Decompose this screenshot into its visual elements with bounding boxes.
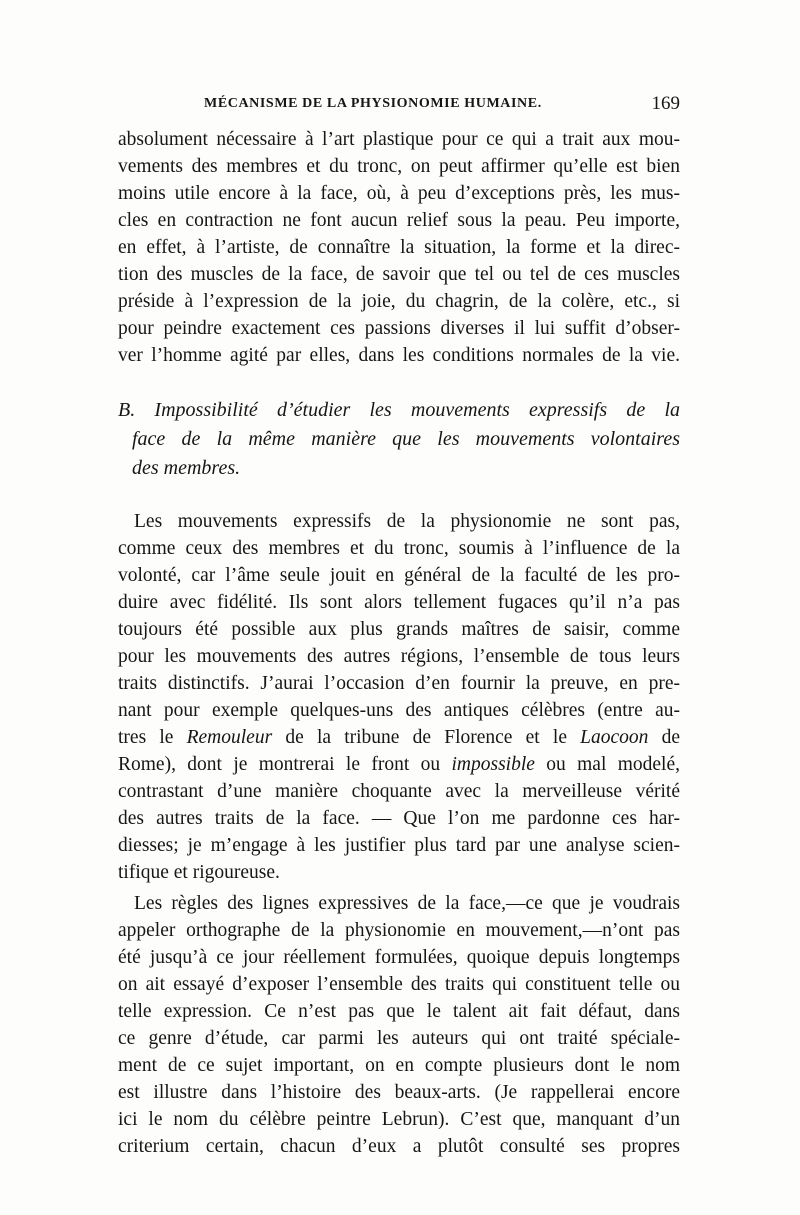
text-line: ment de ce sujet important, on en compte plusieurs dont le nom	[118, 1055, 680, 1076]
text-line-with-italics	[118, 751, 680, 778]
text-line: est illustre dans l’histoire des beaux-arts. (Je rappellerai encore	[118, 1082, 680, 1103]
page-header	[118, 93, 680, 120]
text-line: toujours été possible aux plus grands maîtres de saisir, comme	[118, 619, 680, 640]
text-line: appeler orthographe de la physionomie en mouvement,—n’ont pas	[118, 920, 680, 941]
text-line: vements des membres et du tronc, on peut affirmer qu’elle est bien	[118, 156, 680, 177]
text-run: tres le	[118, 727, 187, 748]
text-line: cles en contraction ne font aucun relief sous la peau. Peu importe,	[118, 210, 680, 231]
section-heading-line: B. Impossibilité d’étudier les mouvements expressifs de la	[118, 399, 680, 421]
text-line: on ait essayé d’exposer l’ensemble des traits qui constituent telle ou	[118, 974, 680, 995]
text-line: moins utile encore à la face, où, à peu d’exceptions près, les mus-	[118, 183, 680, 204]
text-line: préside à l’expression de la joie, du chagrin, de la colère, etc., si	[118, 291, 680, 312]
text-line: contrastant d’une manière choquante avec la merveilleuse vérité	[118, 781, 680, 802]
text-line: criterium certain, chacun d’eux a plutôt consulté ses propres	[118, 1136, 680, 1157]
running-head: MÉCANISME DE LA PHYSIONOMIE HUMAINE.	[204, 96, 542, 111]
text-line: été jusqu’à ce jour réellement formulées, quoique depuis longtemps	[118, 947, 680, 968]
italic-title-remouleur: Remouleur	[186, 727, 273, 748]
text-line: pour les mouvements des autres régions, l’ensemble de tous leurs	[118, 646, 680, 667]
italic-word-impossible: impossible	[451, 754, 535, 775]
paragraph-1	[118, 126, 680, 369]
text-line: traits distinctifs. J’aurai l’occasion d’en fournir la preuve, en pre-	[118, 673, 680, 694]
page-number: 169	[651, 93, 680, 114]
paragraph-2	[118, 508, 680, 886]
text-line: des autres traits de la face. — Que l’on me pardonne ces har-	[118, 808, 680, 829]
text-line-with-italics	[118, 724, 680, 751]
text-run: Rome), dont je montrerai le front ou	[118, 754, 452, 775]
text-line: comme ceux des membres et du tronc, soumis à l’influence de la	[118, 538, 680, 559]
text-line: ver l’homme agité par elles, dans les conditions normales de la vie.	[118, 345, 680, 366]
text-line: tifique et rigoureuse.	[118, 862, 280, 883]
text-line: en effet, à l’artiste, de connaître la situation, la forme et la direc-	[118, 237, 680, 258]
text-line: absolument nécessaire à l’art plastique pour ce qui a trait aux mou-	[118, 129, 680, 150]
text-line: volonté, car l’âme seule jouit en général de la faculté de les pro-	[118, 565, 680, 586]
text-run: de la tribune de Florence et le	[272, 727, 581, 748]
text-line: ce genre d’étude, car parmi les auteurs qui ont traité spéciale-	[118, 1028, 680, 1049]
section-heading	[118, 396, 680, 483]
text-run: de	[648, 727, 680, 748]
text-line: Les règles des lignes expressives de la face,—ce que je voudrais	[134, 893, 680, 914]
text-line: ici le nom du célèbre peintre Lebrun). C’est que, manquant d’un	[118, 1109, 680, 1130]
text-line: duire avec fidélité. Ils sont alors tellement fugaces qu’il n’a pas	[118, 592, 680, 613]
text-line: diesses; je m’engage à les justifier plus tard par une analyse scien-	[118, 835, 680, 856]
text-line: nant pour exemple quelques-uns des antiques célèbres (entre au-	[118, 700, 680, 721]
text-line: tion des muscles de la face, de savoir que tel ou tel de ces muscles	[118, 264, 680, 285]
paragraph-3	[118, 890, 680, 1160]
italic-title-laocoon: Laocoon	[580, 727, 649, 748]
text-line: Les mouvements expressifs de la physionomie ne sont pas,	[134, 511, 680, 532]
section-heading-line: des membres.	[132, 457, 241, 479]
text-line: pour peindre exactement ces passions diverses il lui suffit d’obser-	[118, 318, 680, 339]
section-heading-line: face de la même manière que les mouvements volontaires	[132, 428, 680, 450]
text-run: ou mal modelé,	[534, 754, 680, 775]
text-line: telle expression. Ce n’est pas que le talent ait fait défaut, dans	[118, 1001, 680, 1022]
